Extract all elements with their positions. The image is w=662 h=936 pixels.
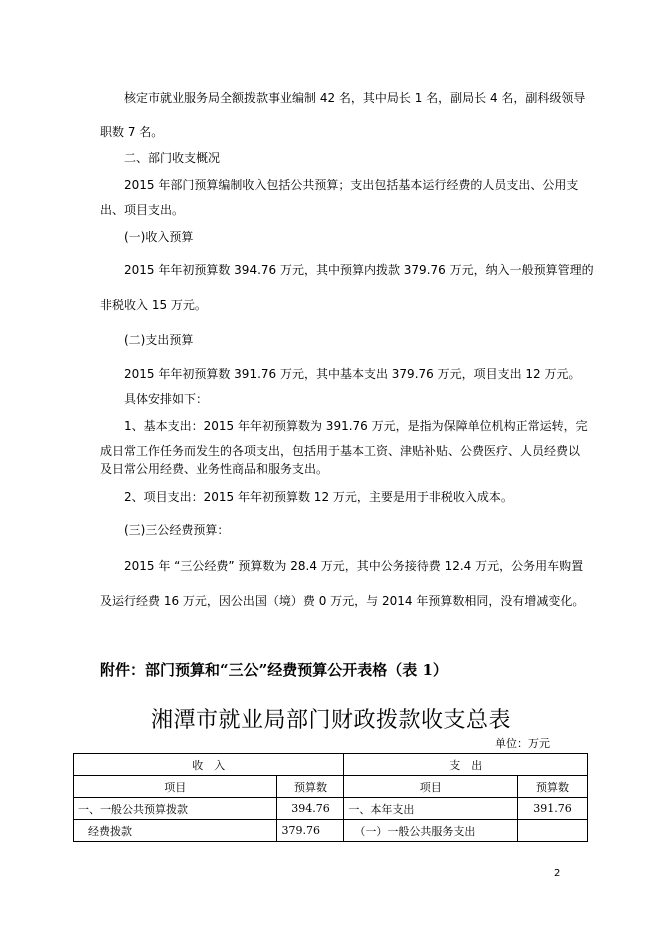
- expense-value-cell: [518, 820, 588, 842]
- income-line-1: 2015 年年初预算数 394.76 万元，其中预算内拨款 379.76 万元，纳入一般预算管理的: [124, 263, 594, 277]
- expense-line: 2015 年年初预算数 391.76 万元，其中基本支出 379.76 万元，项目支出 12 万元。: [124, 367, 581, 381]
- expense-value-cell: 391.76: [518, 798, 588, 820]
- expense-item-cell: （一）一般公共服务支出: [344, 820, 518, 842]
- income-heading: (一)收入预算: [124, 230, 194, 244]
- staffing-line-2: 职数 7 名。: [100, 125, 164, 139]
- expense-item-header: 项目: [344, 776, 518, 798]
- project-expense-line: 2、项目支出：2015 年年初预算数 12 万元，主要是用于非税收入成本。: [124, 490, 513, 504]
- table-row: [74, 798, 588, 820]
- basic-expense-line-3: 及日常公用经费、业务性商品和服务支出。: [100, 462, 329, 476]
- expense-budget-header: 预算数: [518, 776, 588, 798]
- basic-expense-line-2: 成日常工作任务而发生的各项支出，包括用于基本工资、津贴补贴、公费医疗、人员经费以: [100, 444, 581, 458]
- three-public-line-1: 2015 年 “三公经费” 预算数为 28.4 万元，其中公务接待费 12.4 万元，公务用车购置: [124, 559, 584, 573]
- expense-item-cell: 一、本年支出: [344, 798, 518, 820]
- table-title: 湘潭市就业局部门财政拨款收支总表: [150, 708, 511, 733]
- income-item-cell: 经费拨款: [74, 820, 277, 842]
- section-heading-overview: 二、部门收支概况: [124, 151, 221, 165]
- table-column-header-row: [74, 776, 588, 798]
- overview-line-2: 出、项目支出。: [100, 203, 185, 217]
- three-public-line-2: 及运行经费 16 万元，因公出国（境）费 0 万元，与 2014 年预算数相同，没有增减变化。: [100, 594, 585, 608]
- income-line-2: 非税收入 15 万元。: [100, 298, 207, 312]
- expense-heading: (二)支出预算: [124, 333, 194, 347]
- table-row: [74, 820, 588, 842]
- income-item-cell: 一、一般公共预算拨款: [74, 798, 277, 820]
- income-item-header: 项目: [74, 776, 277, 798]
- arrangement-intro: 具体安排如下：: [124, 392, 209, 406]
- overview-line-1: 2015 年部门预算编制收入包括公共预算；支出包括基本运行经费的人员支出、公用支: [124, 178, 579, 192]
- unit-label: 单位：万元: [495, 737, 550, 750]
- income-value-cell: 394.76: [277, 798, 344, 820]
- page-number: 2: [554, 868, 561, 879]
- income-group-header: 收 入: [74, 754, 344, 776]
- expense-group-header: 支 出: [344, 754, 588, 776]
- attachment-heading: 附件：部门预算和“三公”经费预算公开表格（表 1）: [100, 661, 448, 679]
- income-budget-header: 预算数: [277, 776, 344, 798]
- basic-expense-line-1: 1、基本支出：2015 年年初预算数为 391.76 万元，是指为保障单位机构正常运转，完: [124, 419, 588, 433]
- budget-table: [73, 753, 588, 842]
- table-group-header-row: [74, 754, 588, 776]
- staffing-line-1: 核定市就业服务局全额拨款事业编制 42 名，其中局长 1 名，副局长 4 名，副科级领导: [124, 91, 586, 105]
- three-public-heading: (三)三公经费预算：: [124, 523, 230, 537]
- income-value-cell: 379.76: [277, 820, 344, 842]
